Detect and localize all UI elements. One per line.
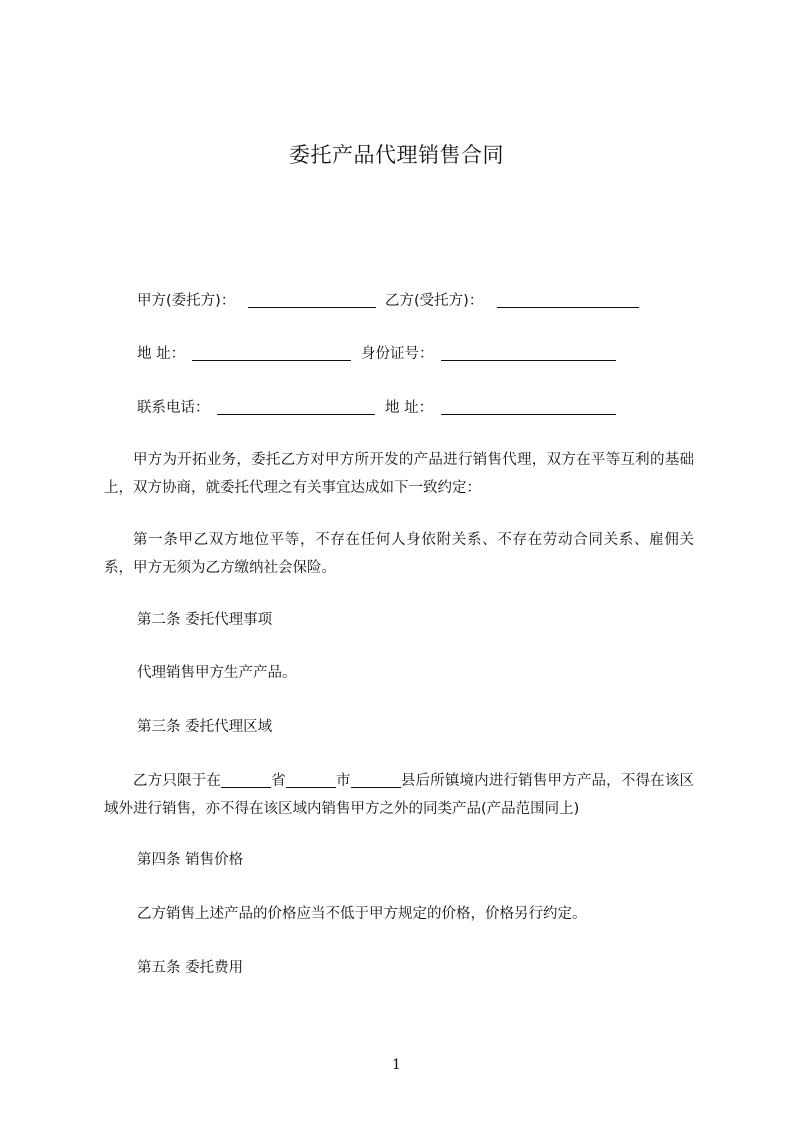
intro-paragraph: 甲方为开拓业务，委托乙方对甲方所开发的产品进行销售代理，双方在平等互利的基础上，双方协商，就委托代理之有关事宜达成如下一致约定： (104, 452, 694, 496)
article-4-heading: 第四条 销售价格 (137, 852, 244, 868)
article-3-text-2: 省 (271, 773, 286, 789)
article-4-body: 乙方销售上述产品的价格应当不低于甲方规定的价格，价格另行约定。 (137, 906, 587, 922)
article-3-text-3: 市 (335, 773, 351, 789)
party-b-blank[interactable] (497, 307, 639, 308)
article-3-paragraph (104, 767, 694, 823)
document-title: 委托产品代理销售合同 (289, 143, 504, 167)
party-a-blank[interactable] (248, 307, 376, 308)
address-blank[interactable] (192, 360, 351, 361)
article-2-body: 代理销售甲方生产产品。 (137, 665, 297, 681)
id-number-label: 身份证号： (361, 346, 434, 362)
city-blank[interactable] (286, 771, 336, 788)
province-blank[interactable] (221, 771, 271, 788)
county-blank[interactable] (351, 771, 401, 788)
article-3-text-4: 县后所镇境内进行销售甲方产品，不得在该区域外进行销售，亦不得在该区域内销售甲方之外的同类产品(产品范围同上) (104, 773, 695, 817)
article-2-heading: 第二条 委托代理事项 (137, 612, 273, 628)
article-3-heading: 第三条 委托代理区域 (137, 719, 273, 735)
address2-label: 地 址： (385, 400, 434, 416)
party-a-label: 甲方(委托方)： (137, 293, 236, 309)
article-3-text-1: 乙方只限于在 (133, 773, 221, 789)
party-b-label: 乙方(受托方)： (385, 293, 484, 309)
article-5-heading: 第五条 委托费用 (137, 960, 244, 976)
phone-blank[interactable] (217, 414, 375, 415)
address2-blank[interactable] (441, 414, 616, 415)
phone-label: 联系电话： (137, 400, 210, 416)
address-label: 地 址： (137, 346, 186, 362)
page-number: 1 (392, 1057, 401, 1073)
article-1-paragraph: 第一条甲乙双方地位平等，不存在任何人身依附关系、不存在劳动合同关系、雇佣关系，甲方无须为乙方缴纳社会保险。 (104, 532, 694, 576)
id-number-blank[interactable] (441, 360, 616, 361)
